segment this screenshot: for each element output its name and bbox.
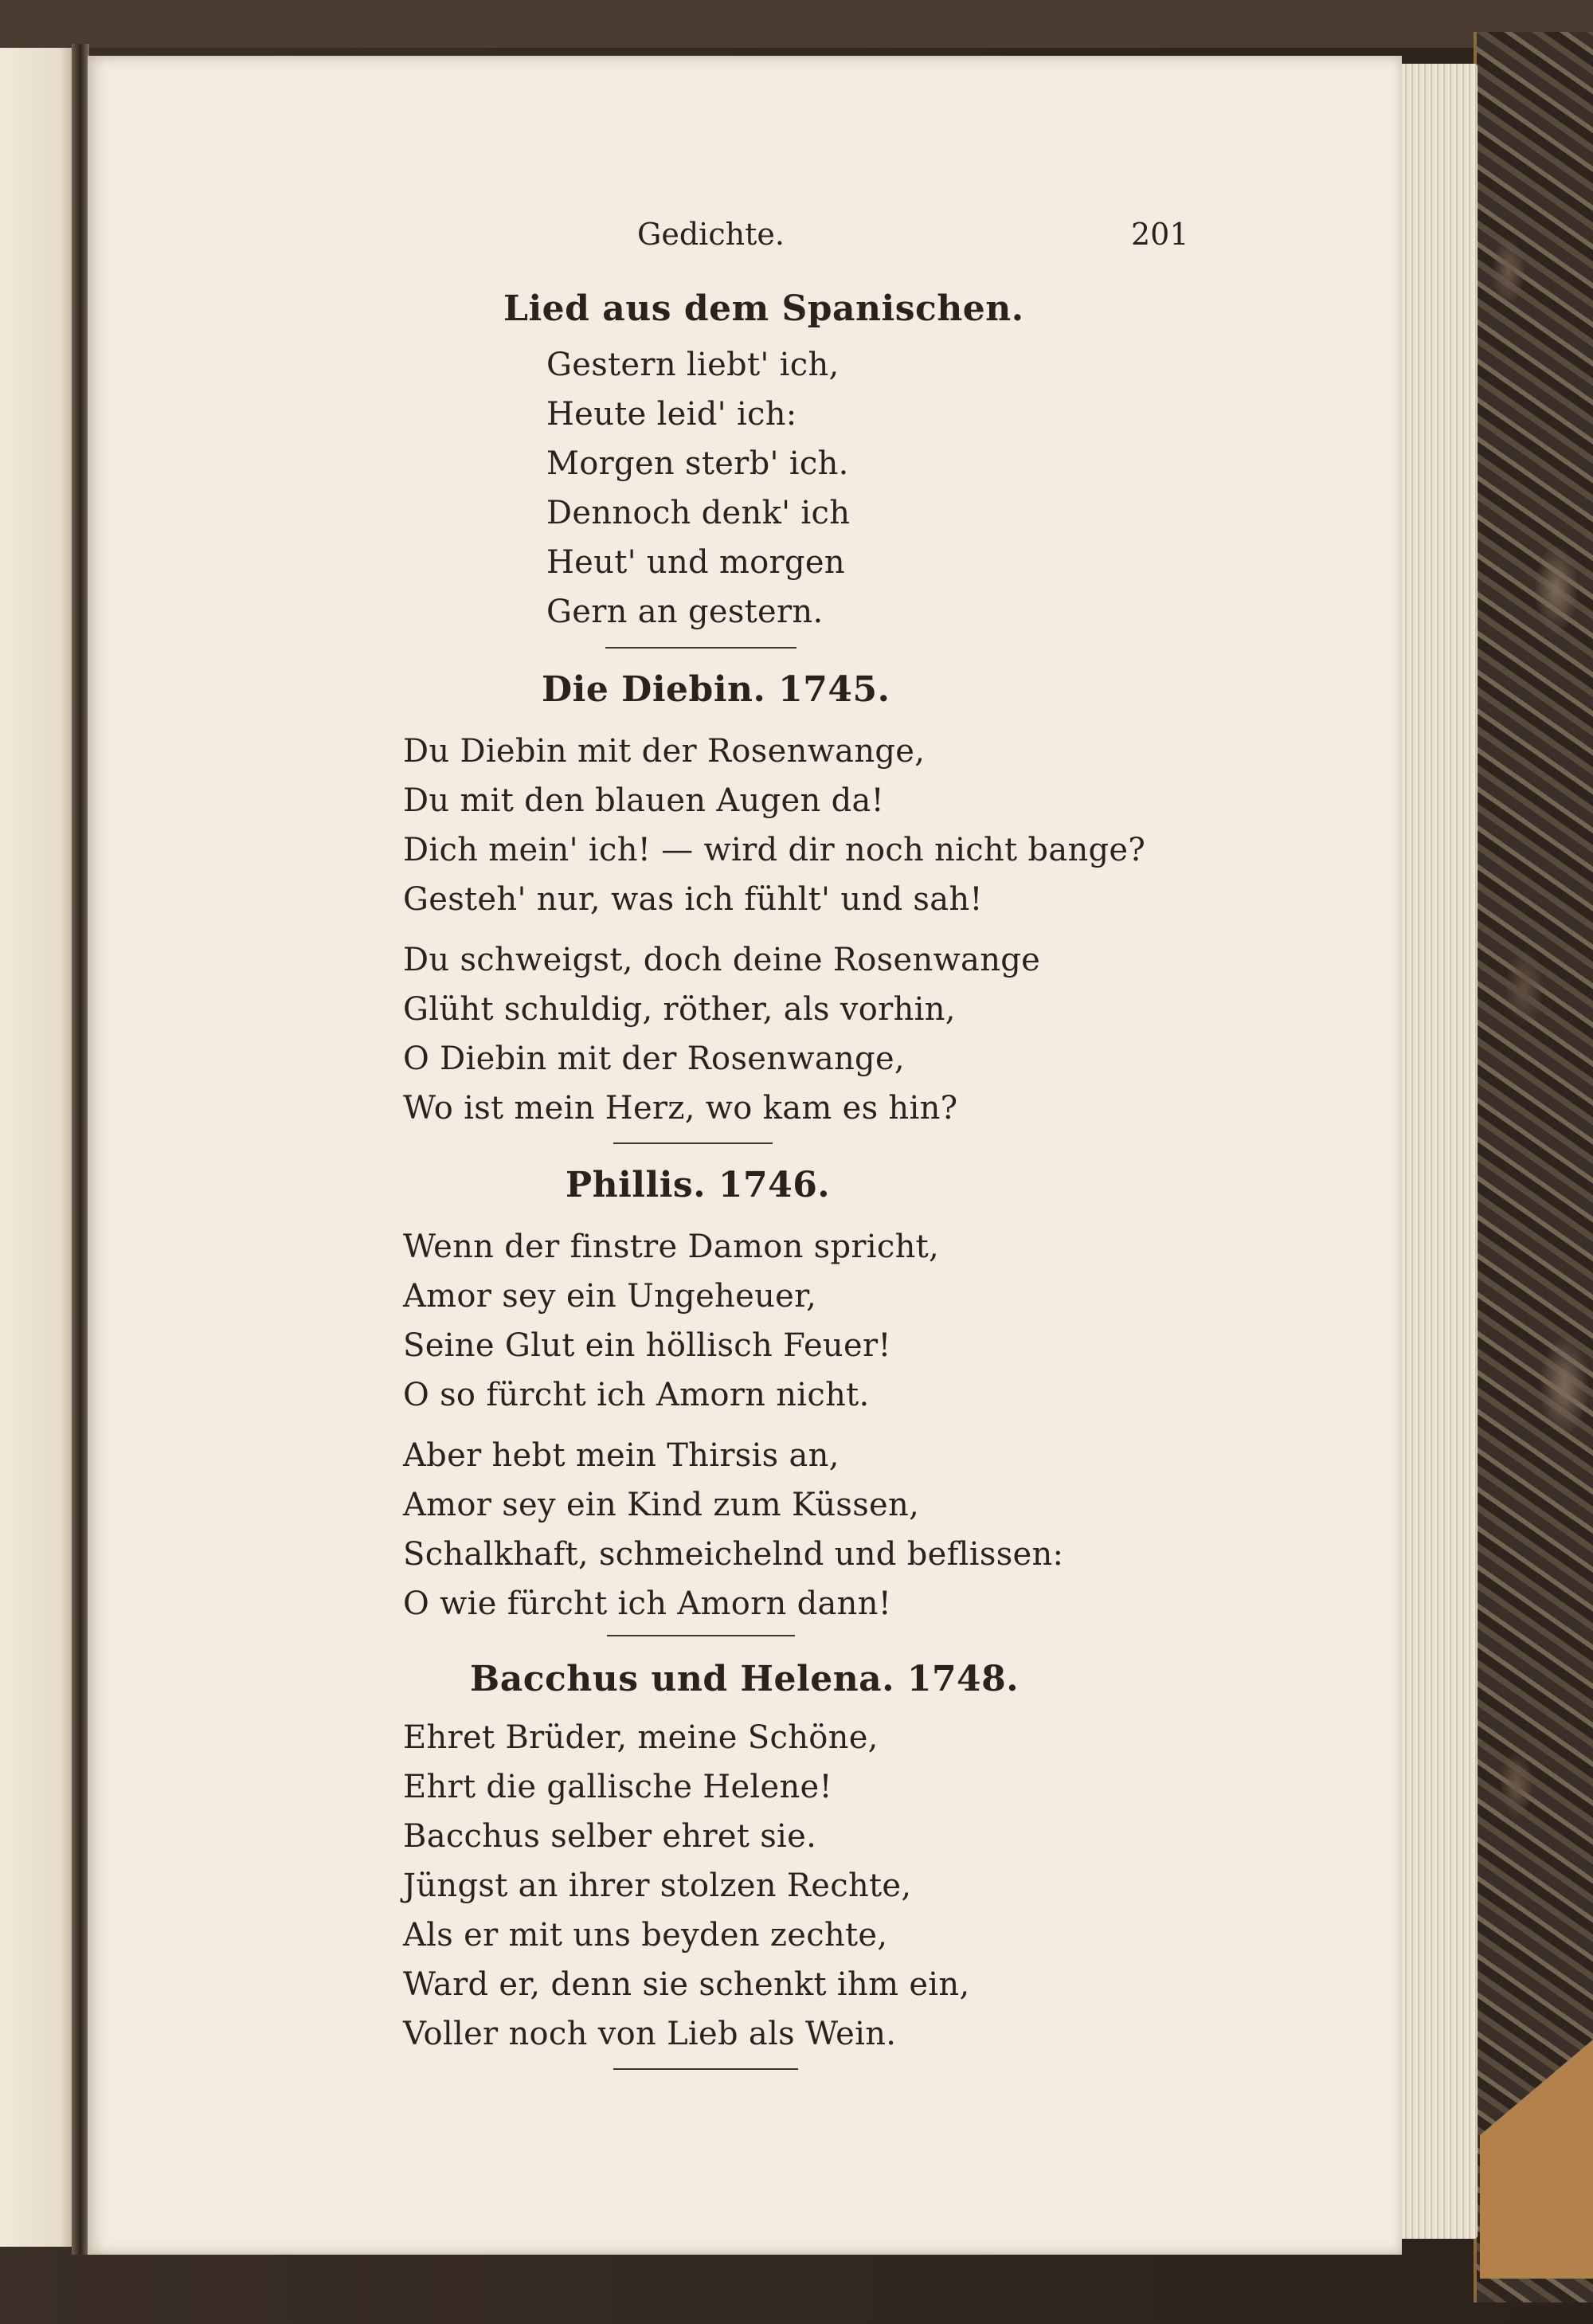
poem-title: Phillis. 1746. [566, 1165, 831, 1205]
section-rule [607, 1635, 795, 1636]
poem-line: Ehret Brüder, meine Schöne, [403, 1719, 879, 1756]
poem-line: Glüht schuldig, röther, als vorhin, [403, 991, 956, 1028]
poem-line: Gestern liebt' ich, [546, 347, 840, 383]
left-page-edge [0, 48, 76, 2247]
poem-line: Amor sey ein Kind zum Küssen, [403, 1487, 920, 1523]
page-number: 201 [1131, 217, 1189, 252]
section-rule [613, 1142, 773, 1144]
poem-line: Bacchus selber ehret sie. [403, 1818, 817, 1855]
poem-line: Ehrt die gallische Helene! [403, 1769, 832, 1805]
poem-line: Gesteh' nur, was ich fühlt' und sah! [403, 881, 983, 918]
poem-line: Gern an gestern. [546, 594, 824, 630]
marbled-board [1474, 32, 1593, 2302]
page-edges [1390, 64, 1478, 2239]
poem-line: Amor sey ein Ungeheuer, [403, 1278, 817, 1315]
poem-title: Lied aus dem Spanischen. [503, 288, 1024, 329]
poem-line: Morgen sterb' ich. [546, 445, 849, 482]
poem-line: Voller noch von Lieb als Wein. [403, 2016, 897, 2052]
poem-title: Die Diebin. 1745. [542, 669, 890, 710]
poem-line: Heut' und morgen [546, 544, 845, 581]
poem-line: Jüngst an ihrer stolzen Rechte, [403, 1867, 912, 1904]
poem-line: Du mit den blauen Augen da! [403, 782, 884, 819]
poem-line: Als er mit uns beyden zechte, [403, 1917, 888, 1954]
poem-line: Aber hebt mein Thirsis an, [403, 1437, 840, 1474]
poem-title: Bacchus und Helena. 1748. [470, 1659, 1020, 1699]
poem-line: Du Diebin mit der Rosenwange, [403, 733, 926, 770]
poem-line: Schalkhaft, schmeichelnd und beflissen: [403, 1536, 1064, 1573]
board-top-edge [0, 0, 1593, 48]
poem-line: O so fürcht ich Amorn nicht. [403, 1377, 870, 1413]
poem-line: Seine Glut ein höllisch Feuer! [403, 1327, 891, 1364]
poem-line: Dich mein' ich! — wird dir noch nicht bange? [403, 832, 1146, 868]
poem-line: O Diebin mit der Rosenwange, [403, 1041, 905, 1077]
poem-line: Wo ist mein Herz, wo kam es hin? [403, 1090, 958, 1127]
poem-line: Dennoch denk' ich [546, 495, 851, 531]
running-title: Gedichte. [637, 217, 785, 252]
poem-line: Wenn der finstre Damon spricht, [403, 1229, 940, 1265]
poem-line: O wie fürcht ich Amorn dann! [403, 1585, 892, 1622]
poem-line: Du schweigst, doch deine Rosenwange [403, 942, 1041, 978]
poem-line: Ward er, denn sie schenkt ihm ein, [403, 1966, 970, 2003]
section-rule [605, 647, 796, 649]
book-gutter [72, 44, 89, 2255]
section-rule [613, 2068, 798, 2070]
poem-line: Heute leid' ich: [546, 396, 797, 433]
